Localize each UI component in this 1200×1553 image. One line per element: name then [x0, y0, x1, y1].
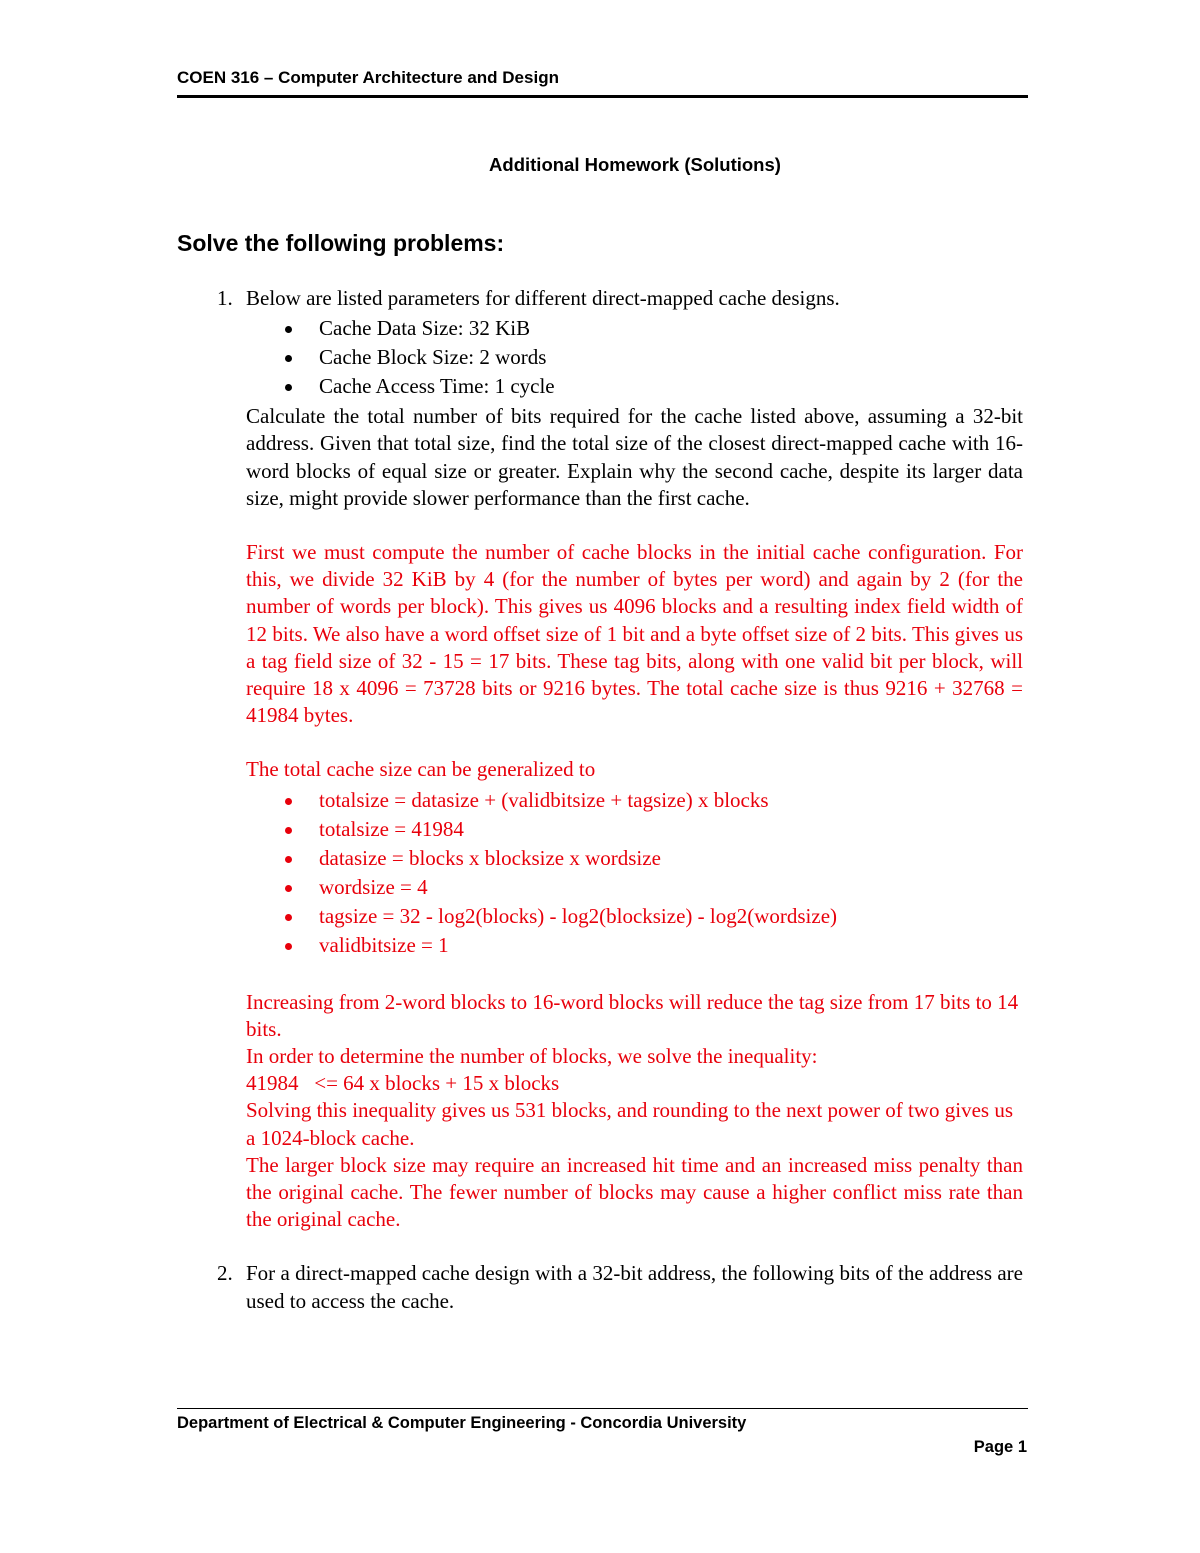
- section-heading: Solve the following problems:: [177, 230, 505, 256]
- footer-department: Department of Electrical & Computer Engineering - Concordia University: [177, 1414, 747, 1432]
- problem-2: [177, 1260, 1023, 1314]
- bullet-icon: [285, 355, 292, 362]
- list-item: datasize = blocks x blocksize x wordsize: [177, 844, 1023, 873]
- bullet-icon: [285, 914, 292, 921]
- bullet-icon: [285, 856, 292, 863]
- problem-number: 2.: [217, 1261, 233, 1286]
- inequality: 41984 <= 64 x blocks + 15 x blocks: [246, 1071, 560, 1096]
- header-rule: [177, 95, 1028, 98]
- problem-question: Calculate the total number of bits required for the cache listed above, assuming a 32-bit address. Given that total size, find the total size of the closest direct-mapped cache with 16-word blocks of equal size or greater. Explain why the second cache, despite its larger data size, might provide slower performance than the first cache.: [246, 404, 1023, 510]
- problem-intro: Below are listed parameters for different direct-mapped cache designs.: [246, 286, 840, 310]
- solution-inequality-intro: In order to determine the number of blocks, we solve the inequality:: [246, 1044, 818, 1069]
- solution-conclusion: The larger block size may require an increased hit time and an increased miss penalty than the original cache. The fewer number of blocks may cause a higher conflict miss rate than the original cache.: [246, 1152, 1023, 1232]
- bullet-icon: [285, 326, 292, 333]
- list-item: tagsize = 32 - log2(blocks) - log2(blocksize) - log2(wordsize): [177, 902, 1023, 931]
- solution-solving: Solving this inequality gives us 531 blocks, and rounding to the next power of two gives us a 1024-block cache.: [246, 1098, 1014, 1150]
- footer-rule: [177, 1408, 1028, 1409]
- list-item: wordsize = 4: [177, 873, 1023, 902]
- list-item: Cache Access Time: 1 cycle: [177, 372, 1023, 401]
- bullet-icon: [285, 384, 292, 391]
- page-number: Page 1: [973, 1438, 1027, 1456]
- parameter-list: [246, 314, 1023, 401]
- list-item: Cache Data Size: 32 KiB: [177, 314, 1023, 343]
- problem-number: 1.: [217, 286, 233, 310]
- list-item: Cache Block Size: 2 words: [177, 343, 1023, 372]
- document-title: Additional Homework (Solutions): [489, 154, 781, 175]
- solution-increase: Increasing from 2-word blocks to 16-word blocks will reduce the tag size from 17 bits to 14 bits.: [246, 989, 1019, 1041]
- solution-paragraph: First we must compute the number of cache blocks in the initial cache configuration. For this, we divide 32 KiB by 4 (for the number of bytes per word) and again by 2 (for the number of words per block). This gives us 4096 blocks and a resulting index field width of 12 bits. We also have a word offset size of 1 bit and a byte offset size of 2 bits. This gives us a tag field size of 32 - 15 = 17 bits. These tag bits, along with one valid bit per block, will require 18 x 4096 = 73728 bits or 9216 bytes. The total cache size is thus 9216 + 32768 = 41984 bytes.: [246, 540, 1023, 728]
- list-item: totalsize = 41984: [177, 815, 1023, 844]
- bullet-icon: [285, 798, 292, 805]
- solution-general-intro: The total cache size can be generalized to: [246, 757, 596, 782]
- bullet-icon: [285, 885, 292, 892]
- problem-1: [177, 285, 1023, 1233]
- list-item: validbitsize = 1: [177, 931, 1023, 960]
- list-item: totalsize = datasize + (validbitsize + tagsize) x blocks: [177, 786, 1023, 815]
- course-header: COEN 316 – Computer Architecture and Design: [177, 68, 559, 87]
- problem-intro: For a direct-mapped cache design with a 32-bit address, the following bits of the address are used to access the cache.: [246, 1261, 1023, 1313]
- formula-list: [246, 786, 1023, 960]
- bullet-icon: [285, 827, 292, 834]
- document-body: [177, 285, 1023, 1315]
- bullet-icon: [285, 943, 292, 950]
